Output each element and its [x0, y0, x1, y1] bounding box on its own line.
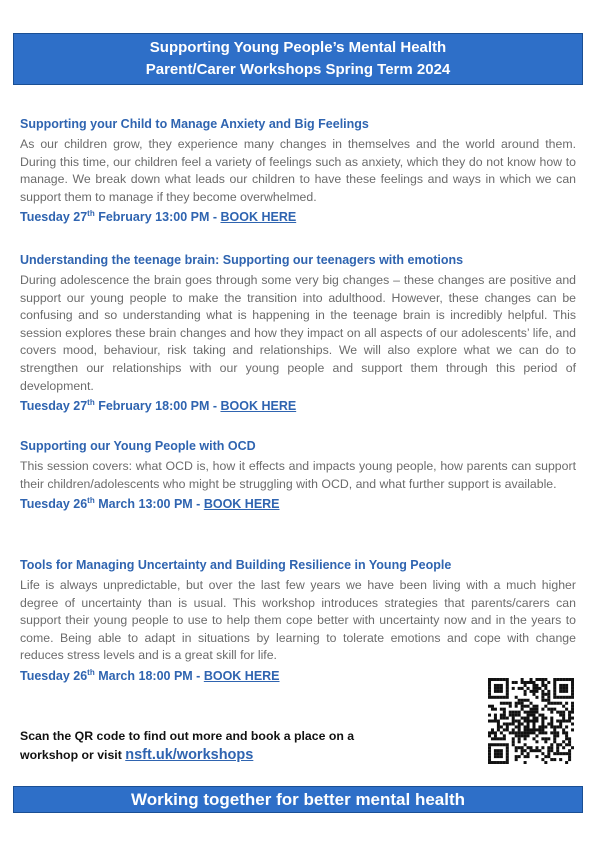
scan-text: Scan the QR code to find out more and book a place on a workshop or visit: [20, 729, 355, 762]
book-here-link[interactable]: BOOK HERE: [203, 497, 280, 512]
workshop-title: Supporting your Child to Manage Anxiety and Big Feelings: [20, 117, 369, 131]
workshop-day: Tuesday 27: [20, 399, 88, 414]
workshop-section-ocd: [20, 438, 576, 512]
workshop-date: [20, 398, 576, 414]
book-here-link[interactable]: BOOK HERE: [220, 210, 297, 225]
workshop-day-suffix: th: [87, 667, 95, 677]
header-banner: [13, 33, 583, 85]
workshop-description: During adolescence the brain goes through some very big changes – these changes are positive and support our young people to make the transition into adulthood. However, these changes can be confusing and so understanding what is happening in the teenage brain is incredibly helpful. This session explores these brain changes and how they impact on all aspects of our adolescents’ life, and covers mood, behaviour, risk taking and relationships. We will also explore what we can do to strengthen our relationships with our young people and support them through this period of development.: [20, 273, 576, 393]
workshop-section-teenage-brain: [20, 252, 576, 414]
scan-instructions: [20, 727, 400, 765]
workshop-section-anxiety: [20, 116, 576, 225]
header-title-line1: Supporting Young People’s Mental Health: [149, 39, 447, 56]
workshop-title: Understanding the teenage brain: Supporting our teenagers with emotions: [20, 253, 464, 267]
workshop-time: February 18:00 PM -: [94, 399, 221, 414]
workshop-day-suffix: th: [87, 496, 95, 506]
workshop-title: Tools for Managing Uncertainty and Building Resilience in Young People: [20, 558, 452, 572]
footer-banner: [13, 786, 583, 813]
book-here-link[interactable]: BOOK HERE: [203, 668, 280, 683]
workshops-website-link[interactable]: nsft.uk/workshops: [125, 747, 254, 763]
workshop-time: March 18:00 PM -: [94, 668, 204, 683]
workshop-day: Tuesday 26: [20, 497, 88, 512]
qr-code-icon[interactable]: [488, 678, 574, 764]
workshop-time: March 13:00 PM -: [94, 497, 204, 512]
workshop-description: This session covers: what OCD is, how it effects and impacts young people, how parents can support their children/adolescents who might be struggling with OCD, and what further support is available.: [20, 459, 576, 491]
workshop-title: Supporting our Young People with OCD: [20, 439, 256, 453]
workshop-day-suffix: th: [87, 398, 95, 407]
workshop-day: Tuesday 27: [20, 210, 88, 225]
workshop-day: Tuesday 26: [20, 668, 88, 683]
workshop-description: Life is always unpredictable, but over the last few years we have been living with a much higher degree of uncertainty than is usual. This workshop introduces strategies that parents/carers can support their young people to use to help them cope better with uncertainty now and in the years to come. Being able to adapt in situations by learning to tolerate emotions and cope with change reduces stress levels and is a great skill for life.: [20, 578, 576, 663]
workshop-day-suffix: th: [87, 209, 95, 219]
footer-tagline: Working together for better mental health: [130, 790, 466, 809]
workshop-date: [20, 496, 576, 512]
book-here-link[interactable]: BOOK HERE: [220, 399, 297, 414]
workshop-section-uncertainty: [20, 557, 576, 684]
workshop-time: February 13:00 PM -: [94, 210, 221, 225]
workshop-date: [20, 209, 576, 225]
header-title-line2: Parent/Carer Workshops Spring Term 2024: [145, 61, 451, 78]
workshop-description: As our children grow, they experience many changes in themselves and the world around them. During this time, our children feel a variety of feelings such as anxiety, which they do not know how to manage. We break down what leads our children to have these feelings and ways in which we can support them to manage if they become overwhelmed.: [20, 137, 576, 204]
